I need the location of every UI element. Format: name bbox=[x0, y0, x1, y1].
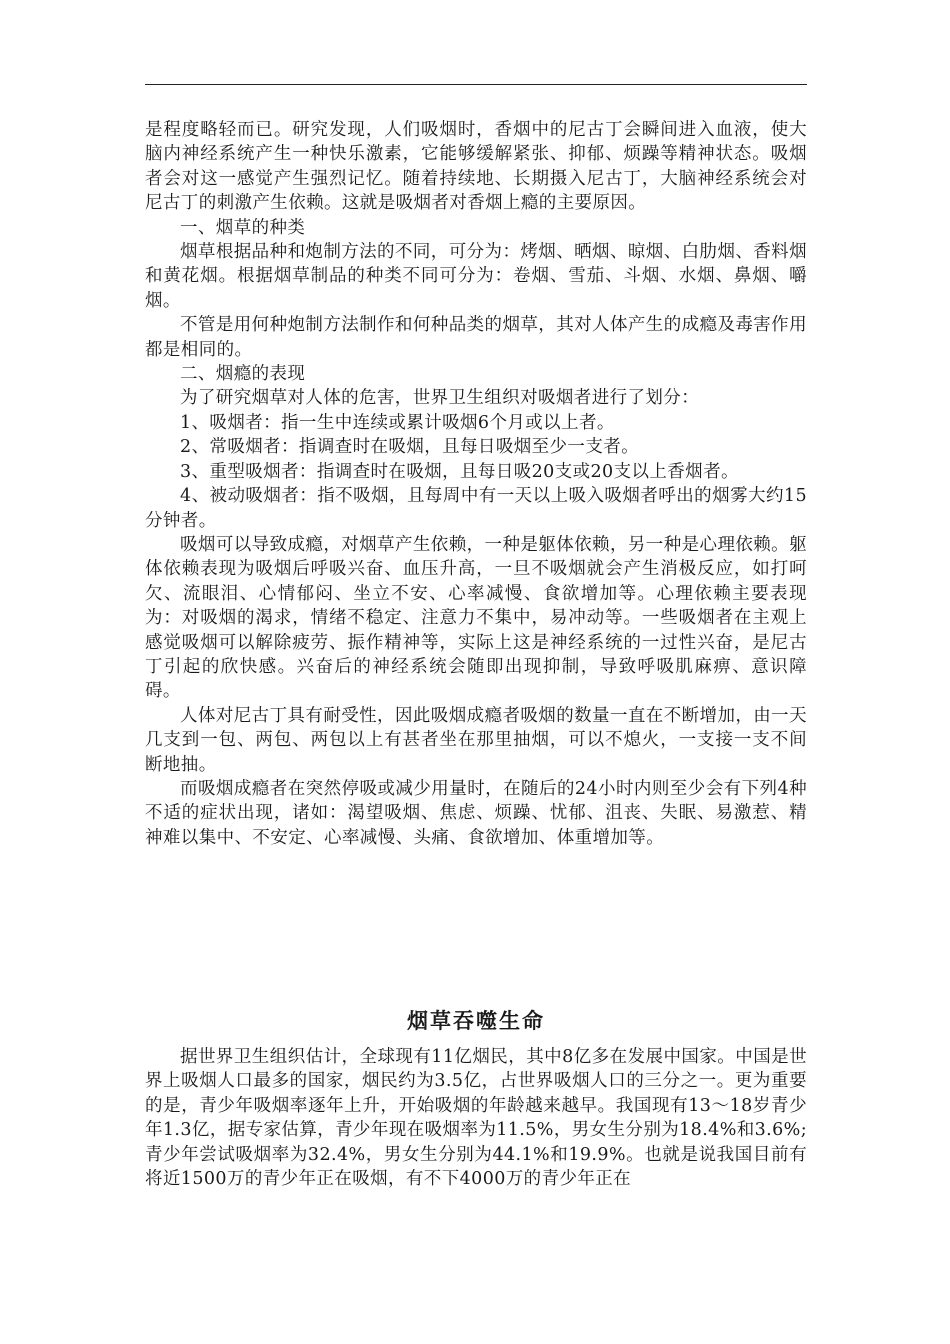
paragraph: 不管是用何种炮制方法制作和何种品类的烟草，其对人体产生的成瘾及毒害作用都是相同的。 bbox=[145, 315, 807, 360]
paragraph: 为了研究烟草对人体的危害，世界卫生组织对吸烟者进行了划分： bbox=[180, 388, 700, 409]
list-item: 3、重型吸烟者：指调查时在吸烟，且每日吸20支或20支以上香烟者。 bbox=[180, 461, 739, 482]
section-1-body bbox=[145, 118, 807, 850]
list-item: 4、被动吸烟者：指不吸烟，且每周中有一天以上吸入吸烟者呼出的烟雾大约15分钟者。 bbox=[145, 486, 807, 531]
header-rule bbox=[145, 84, 807, 85]
paragraph: 据世界卫生组织估计，全球现有11亿烟民，其中8亿多在发展中国家。中国是世界上吸烟人口最多的国家，烟民约为3.5亿，占世界吸烟人口的三分之一。更为重要的是，青少年吸烟率逐年上升，开始吸烟的年龄越来越早。我国现有13～18岁青少年1.3亿，据专家估算，青少年现在吸烟率为11.5%，男女生分别为18.4%和3.6%;青少年尝试吸烟率为32.4%，男女生分别为44.1%和19.9%。也就是说我国目前有将近1500万的青少年正在吸烟，有不下4000万的青少年正在 bbox=[145, 1047, 807, 1190]
paragraph: 是程度略轻而已。研究发现，人们吸烟时，香烟中的尼古丁会瞬间进入血液，使大脑内神经系统产生一种快乐激素，它能够缓解紧张、抑郁、烦躁等精神状态。吸烟者会对这一感觉产生强烈记忆。随着持续地、长期摄入尼古丁，大脑神经系统会对尼古丁的刺激产生依赖。这就是吸烟者对香烟上瘾的主要原因。 bbox=[145, 120, 807, 214]
paragraph: 人体对尼古丁具有耐受性，因此吸烟成瘾者吸烟的数量一直在不断增加，由一天几支到一包、两包、两包以上有甚者坐在那里抽烟，可以不熄火，一支接一支不间断地抽。 bbox=[145, 705, 807, 775]
section-2-body bbox=[145, 1045, 807, 1191]
list-item: 1、吸烟者：指一生中连续或累计吸烟6个月或以上者。 bbox=[180, 412, 615, 433]
paragraph: 吸烟可以导致成瘾，对烟草产生依赖，一种是躯体依赖，另一种是心理依赖。躯体依赖表现为吸烟后呼吸兴奋、血压升高，一旦不吸烟就会产生消极反应，如打呵欠、流眼泪、心情郁闷、坐立不安、心率减慢、食欲增加等。心理依赖主要表现为：对吸烟的渴求，情绪不稳定、注意力不集中，易冲动等。一些吸烟者在主观上感觉吸烟可以解除疲劳、振作精神等，实际上这是神经系统的一过性兴奋，是尼古丁引起的欣快感。兴奋后的神经系统会随即出现抑制，导致呼吸肌麻痹、意识障碍。 bbox=[145, 534, 807, 702]
paragraph: 而吸烟成瘾者在突然停吸或减少用量时，在随后的24小时内则至少会有下列4种不适的症状出现，诸如：渴望吸烟、焦虑、烦躁、忧郁、沮丧、失眠、易激惹、精神难以集中、不安定、心率减慢、头痛、食欲增加、体重增加等。 bbox=[145, 778, 807, 848]
subheading-addiction-signs: 二、烟瘾的表现 bbox=[180, 364, 306, 385]
section-title: 烟草吞噬生命 bbox=[407, 1008, 545, 1033]
paragraph: 烟草根据品种和炮制方法的不同，可分为：烤烟、晒烟、晾烟、白肋烟、香料烟和黄花烟。根据烟草制品的种类不同可分为：卷烟、雪茄、斗烟、水烟、鼻烟、嚼烟。 bbox=[145, 242, 807, 311]
subheading-tobacco-types: 一、烟草的种类 bbox=[180, 217, 306, 238]
list-item: 2、常吸烟者：指调查时在吸烟，且每日吸烟至少一支者。 bbox=[180, 437, 640, 458]
